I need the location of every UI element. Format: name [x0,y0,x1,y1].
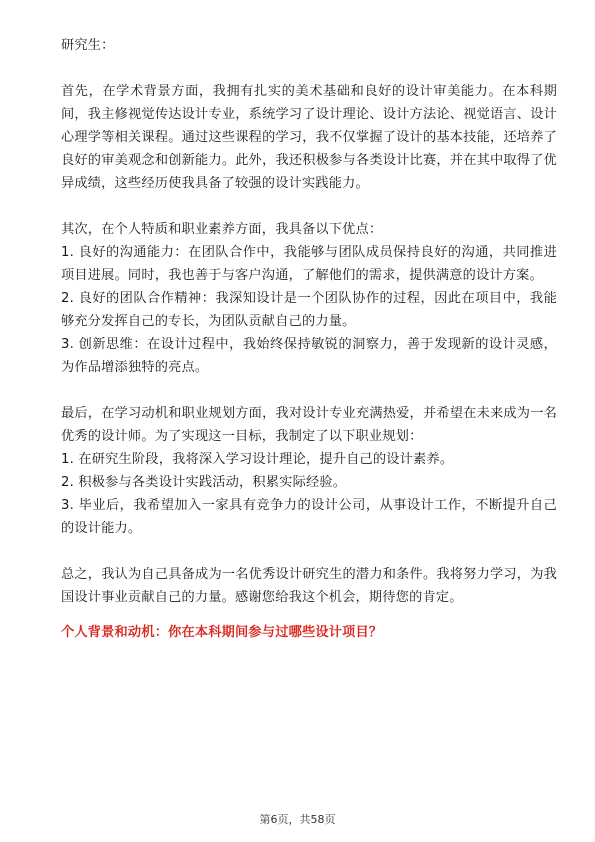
list-item-trait-teamwork: 2. 良好的团队合作精神：我深知设计是一个团队协作的过程，因此在项目中，我能够充分发挥自己的专长，为团队贡献自己的力量。 [61,291,557,329]
page-number: 第6页，共58页 [259,813,336,826]
intro-line: 研究生： [61,38,115,53]
list-item-plan-practice: 2. 积极参与各类设计实践活动，积累实际经验。 [61,475,347,490]
paragraph-gap [61,609,557,621]
paragraph-academic-background: 首先，在学术背景方面，我拥有扎实的美术基础和良好的设计审美能力。在本科期间，我主修视觉传达设计专业，系统学习了设计理论、设计方法论、视觉语言、设计心理学等相关课程。通过这些课程的学习，我不仅掌握了设计的基本技能，还培养了良好的审美观念和创新能力。此外，我还积极参与各类设计比赛，并在其中取得了优异成绩，这些经历使我具备了较强的设计实践能力。 [61,84,557,191]
paragraph-conclusion: 总之，我认为自己具备成为一名优秀设计研究生的潜力和条件。我将努力学习，为我国设计事业贡献自己的力量。感谢您给我这个机会，期待您的肯定。 [61,567,557,605]
question-heading: 个人背景和动机：你在本科期间参与过哪些设计项目？ [61,625,383,640]
paragraph-gap [61,195,557,218]
document-body [61,34,557,644]
paragraph-gap [61,57,557,80]
paragraph-traits-intro: 其次，在个人特质和职业素养方面，我具备以下优点： [61,222,383,237]
paragraph-gap [61,540,557,563]
list-item-plan-career: 3. 毕业后，我希望加入一家具有竞争力的设计公司，从事设计工作，不断提升自己的设计能力。 [61,498,557,536]
list-item-trait-communication: 1. 良好的沟通能力：在团队合作中，我能够与团队成员保持良好的沟通，共同推进项目进展。同时，我也善于与客户沟通，了解他们的需求，提供满意的设计方案。 [61,245,557,283]
list-item-plan-study: 1. 在研究生阶段，我将深入学习设计理论，提升自己的设计素养。 [61,452,454,467]
paragraph-plan-intro: 最后，在学习动机和职业规划方面，我对设计专业充满热爱，并希望在未来成为一名优秀的设计师。为了实现这一目标，我制定了以下职业规划： [61,406,557,444]
list-item-trait-innovation: 3. 创新思维：在设计过程中，我始终保持敏锐的洞察力，善于发现新的设计灵感，为作品增添独特的亮点。 [61,337,557,375]
paragraph-gap [61,379,557,402]
